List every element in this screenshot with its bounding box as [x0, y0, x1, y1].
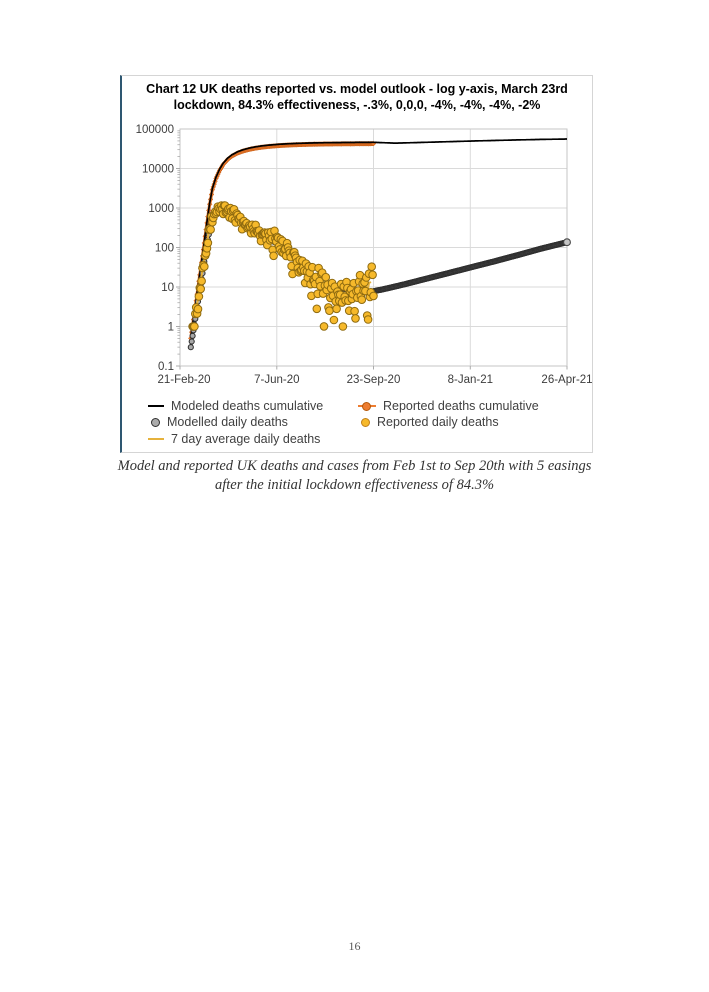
y-axis-tick-label: 100000 [135, 124, 174, 136]
figure-caption: Model and reported UK deaths and cases from Feb 1st to Sep 20th with 5 easings after the initial lockdown effectiveness of 84.3% [117, 458, 592, 493]
legend-label: Reported daily deaths [377, 415, 499, 429]
x-axis-tick-label: 23-Sep-20 [346, 374, 401, 386]
y-axis-tick-label: 1000 [148, 203, 174, 215]
legend-marker-4 [148, 438, 164, 441]
chart-title-bold-word: outlook [380, 82, 426, 96]
y-axis-tick-label: 0.1 [158, 361, 174, 373]
legend-item-7day-average [148, 432, 320, 446]
y-axis-tick-label: 1 [167, 321, 174, 334]
x-axis-tick-label: 7-Jun-20 [254, 374, 300, 386]
chart-title-post: - log y-axis, March 23rd lockdown, 84.3% effectiveness, -.3%, 0,0,0, -4%, -4%, -4%, -2% [173, 82, 568, 112]
legend-label: 7 day average daily deaths [171, 432, 321, 446]
legend-marker-0 [148, 405, 164, 408]
x-axis-tick-label: 26-Apr-21 [541, 374, 593, 386]
legend-label: Modelled daily deaths [167, 415, 288, 429]
legend-item-reported-cumulative [358, 399, 539, 413]
legend-marker-2 [151, 418, 160, 427]
x-axis-tick-label: 21-Feb-20 [157, 374, 211, 386]
chart-title-pre: Chart 12 UK deaths reported vs. model [146, 82, 381, 96]
legend-label: Reported deaths cumulative [383, 399, 539, 413]
gridlines [180, 129, 567, 366]
page-number: 16 [348, 939, 361, 953]
x-axis-tick-label: 8-Jan-21 [447, 374, 493, 386]
y-axis-tick-label: 100 [154, 242, 174, 255]
legend-item-reported-daily [358, 415, 499, 429]
legend-item-modelled-daily [148, 415, 288, 429]
series-reported-daily [189, 202, 378, 330]
y-axis-tick-label: 10 [161, 282, 174, 294]
legend-marker-1 [358, 401, 376, 411]
chart-plot-area [122, 76, 595, 454]
y-axis-tick-label: 10000 [142, 163, 174, 176]
axis-ticks [176, 131, 567, 370]
chart-figure [120, 75, 593, 453]
legend-label: Modeled deaths cumulative [171, 399, 324, 413]
legend-item-modeled-cumulative [148, 399, 323, 413]
legend-marker-3 [361, 418, 370, 427]
